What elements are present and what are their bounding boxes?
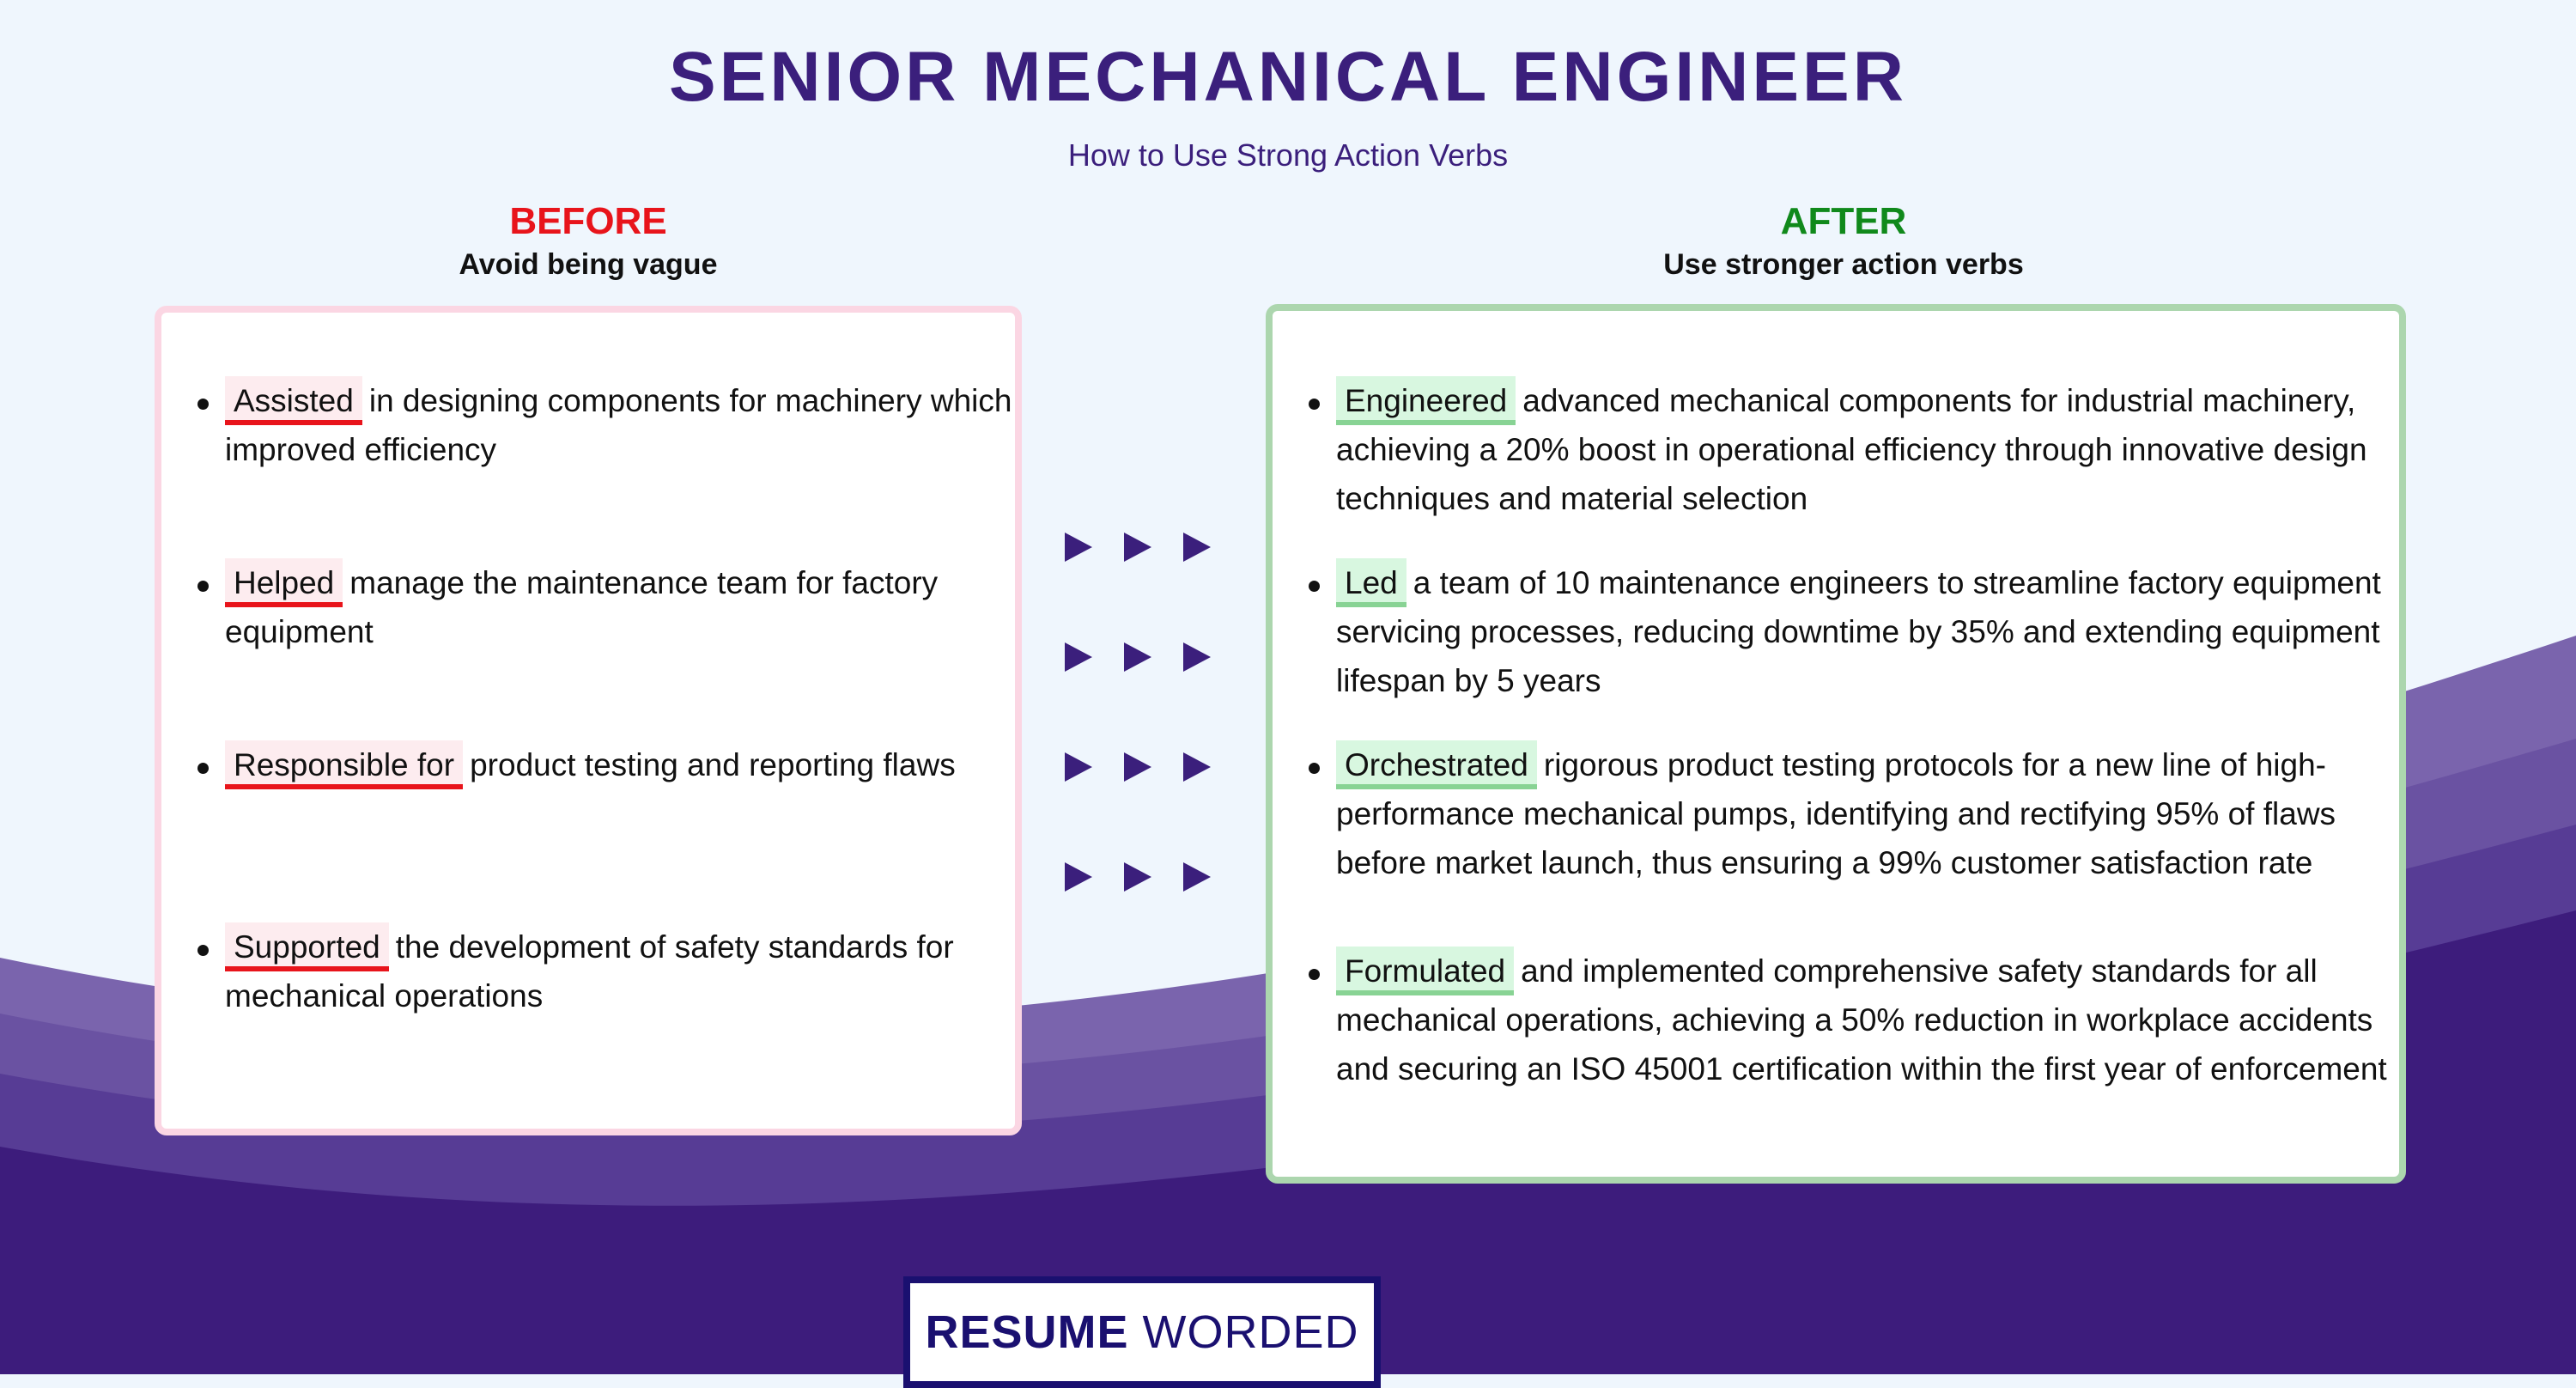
before-item-text: product testing and reporting flaws [470, 747, 956, 782]
strong-verb: Engineered [1336, 376, 1516, 425]
bullet-icon [197, 763, 209, 774]
bullet-icon [197, 581, 209, 592]
before-item [161, 376, 1020, 474]
page-subtitle: How to Use Strong Action Verbs [1067, 137, 1509, 173]
arrow-row [1065, 526, 1211, 569]
strong-verb: Formulated [1336, 947, 1514, 995]
bullet-icon [1309, 763, 1320, 774]
triangle-right-icon [1183, 533, 1211, 562]
bullet-icon [1309, 581, 1320, 592]
triangle-right-icon [1124, 642, 1151, 672]
triangle-right-icon [1183, 862, 1211, 892]
resume-worded-logo [903, 1276, 1381, 1388]
before-panel [155, 306, 1022, 1135]
before-item [161, 558, 1020, 656]
triangle-right-icon [1065, 752, 1092, 782]
bullet-icon [1309, 969, 1320, 980]
after-label: AFTER [1780, 200, 1907, 242]
after-header [1371, 198, 2316, 283]
arrow-row [1065, 855, 1211, 898]
before-item-text: in designing components for machinery which improved efficiency [225, 383, 1012, 467]
before-label: BEFORE [509, 200, 667, 242]
triangle-right-icon [1124, 752, 1151, 782]
logo-word-1: RESUME [925, 1306, 1129, 1358]
after-item-text: rigorous product testing protocols for a new line of high-performance mechanical pumps, identifying and rectifying 95% of flaws before market launch, thus ensuring a 99% customer satisfaction rate [1336, 747, 2336, 880]
weak-verb: Assisted [225, 376, 362, 425]
before-item [161, 922, 1020, 1020]
weak-verb: Supported [225, 922, 389, 971]
triangle-right-icon [1065, 862, 1092, 892]
after-item [1273, 558, 2406, 705]
triangle-right-icon [1124, 533, 1151, 562]
bullet-icon [197, 399, 209, 410]
strong-verb: Orchestrated [1336, 740, 1537, 789]
after-item-text: advanced mechanical components for industrial machinery, achieving a 20% boost in operational efficiency through innovative design techniques and material selection [1336, 383, 2367, 516]
weak-verb: Helped [225, 558, 343, 607]
before-item [161, 740, 1020, 789]
after-item [1273, 740, 2406, 887]
strong-verb: Led [1336, 558, 1406, 607]
before-header [116, 198, 1060, 283]
after-item-text: and implemented comprehensive safety standards for all mechanical operations, achieving a 50% reduction in workplace accidents and securing an ISO 45001 certification within the first year of enforcement [1336, 953, 2387, 1087]
after-item-text: a team of 10 maintenance engineers to streamline factory equipment servicing processes, reducing downtime by 35% and extending equipment lifespan by 5 years [1336, 565, 2381, 698]
after-item [1273, 947, 2406, 1093]
page-title: SENIOR MECHANICAL ENGINEER [669, 38, 1907, 116]
weak-verb: Responsible for [225, 740, 463, 789]
after-sublabel: Use stronger action verbs [1663, 248, 2024, 281]
before-item-text: manage the maintenance team for factory equipment [225, 565, 939, 649]
after-panel [1266, 304, 2406, 1184]
triangle-right-icon [1124, 862, 1151, 892]
after-item [1273, 376, 2406, 523]
bullet-icon [1309, 399, 1320, 410]
triangle-right-icon [1065, 533, 1092, 562]
triangle-right-icon [1183, 642, 1211, 672]
arrow-row [1065, 746, 1211, 788]
before-sublabel: Avoid being vague [459, 248, 718, 281]
triangle-right-icon [1065, 642, 1092, 672]
logo-word-2: WORDED [1142, 1306, 1359, 1358]
bullet-icon [197, 945, 209, 956]
triangle-right-icon [1183, 752, 1211, 782]
arrow-row [1065, 636, 1211, 679]
before-item-text: the development of safety standards for mechanical operations [225, 929, 954, 1014]
